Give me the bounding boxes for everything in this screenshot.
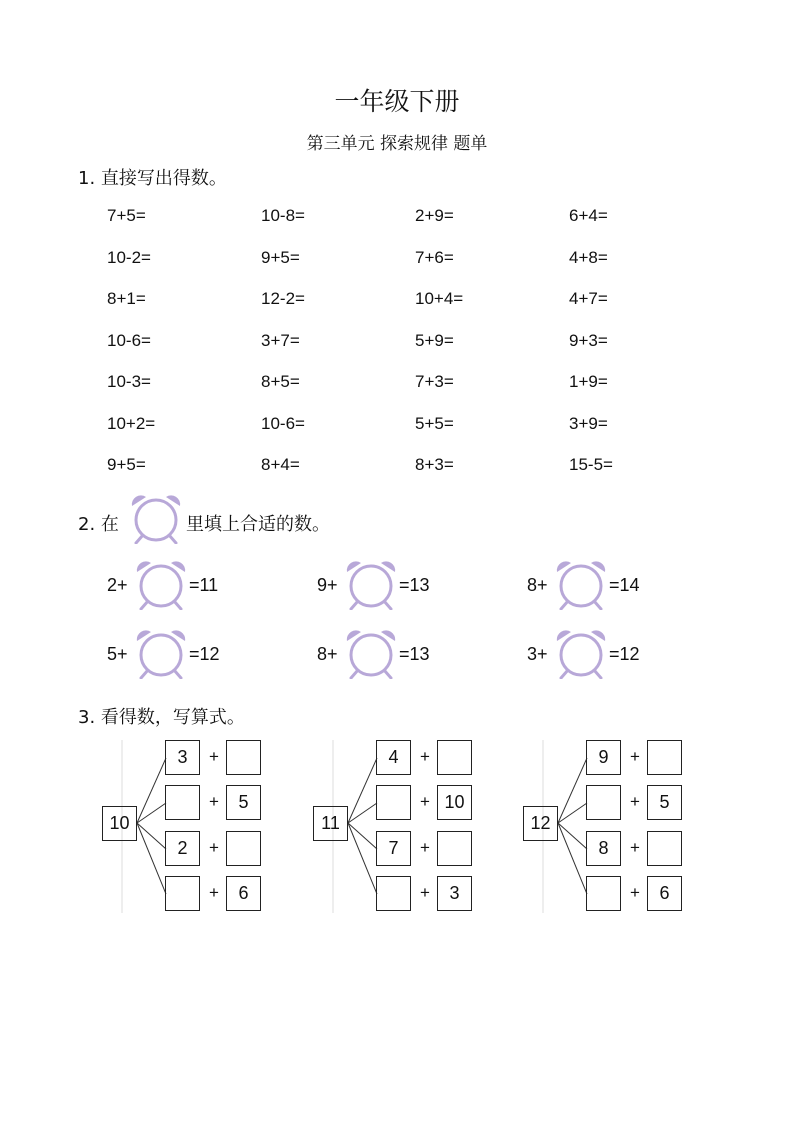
plus-sign: + xyxy=(209,838,219,857)
equation-left-term: 3+ xyxy=(527,644,548,664)
plus-sign: + xyxy=(630,747,640,766)
plus-sign: + xyxy=(209,883,219,902)
calc-problem: 3+9= xyxy=(569,413,608,433)
calc-problem: 8+3= xyxy=(415,455,454,474)
calc-problem: 10-2= xyxy=(107,247,151,267)
addend-box-left: 2 xyxy=(165,831,200,866)
calc-problem: 7+3= xyxy=(415,372,454,391)
answer-clock-blank[interactable] xyxy=(551,558,611,614)
equation-right-term: =14 xyxy=(609,575,640,595)
calc-problem: 7+6= xyxy=(415,247,454,267)
total-box: 12 xyxy=(523,806,558,841)
addend-box-right[interactable] xyxy=(226,831,261,866)
clock-icon xyxy=(126,492,186,548)
addend-box-left: 4 xyxy=(376,740,411,775)
equation-left-term: 2+ xyxy=(107,575,128,595)
answer-clock-blank[interactable] xyxy=(551,627,611,683)
answer-clock-blank[interactable] xyxy=(131,558,191,614)
equation-right-term: =12 xyxy=(609,644,640,664)
plus-sign: + xyxy=(630,838,640,857)
addend-box-left[interactable] xyxy=(586,876,621,911)
answer-clock-blank[interactable] xyxy=(341,558,401,614)
calc-problem: 9+3= xyxy=(569,330,608,350)
calc-problem: 6+4= xyxy=(569,206,608,225)
clock-face xyxy=(141,566,181,606)
section3-heading: 3. 看得数，写算式。 xyxy=(78,707,245,728)
clock-face xyxy=(351,566,391,606)
equation-left-term: 8+ xyxy=(317,644,338,664)
addend-box-right: 5 xyxy=(647,785,682,820)
calc-problem: 3+7= xyxy=(261,330,300,350)
plus-sign: + xyxy=(420,883,430,902)
section2-heading-start: 2. 在 xyxy=(78,514,119,535)
addend-box-left[interactable] xyxy=(376,876,411,911)
calc-problem: 15-5= xyxy=(569,455,613,474)
calc-problem: 10-3= xyxy=(107,372,151,391)
equation-right-term: =13 xyxy=(399,644,430,664)
equation-right-term: =13 xyxy=(399,575,430,595)
equation-right-term: =11 xyxy=(189,575,219,595)
addend-box-right: 6 xyxy=(226,876,261,911)
branch-line xyxy=(558,823,587,894)
calc-problem: 5+9= xyxy=(415,330,454,350)
branch-line xyxy=(137,823,166,894)
equation-left-term: 8+ xyxy=(527,575,548,595)
addend-box-right[interactable] xyxy=(437,740,472,775)
calc-problem: 8+5= xyxy=(261,372,300,391)
calc-problem: 8+1= xyxy=(107,289,146,308)
calc-problem: 7+5= xyxy=(107,206,146,225)
equation-left-term: 5+ xyxy=(107,644,128,664)
calc-problem: 9+5= xyxy=(107,455,146,474)
branch-line xyxy=(348,823,377,894)
addend-box-left: 7 xyxy=(376,831,411,866)
addend-box-left[interactable] xyxy=(165,876,200,911)
branch-line xyxy=(348,823,377,849)
plus-sign: + xyxy=(420,838,430,857)
plus-sign: + xyxy=(630,883,640,902)
branch-line xyxy=(558,823,587,849)
page-subtitle: 第三单元 探索规律 题单 xyxy=(306,134,488,154)
calc-problem: 10+4= xyxy=(415,289,464,308)
calc-problem: 2+9= xyxy=(415,206,454,225)
addend-box-left[interactable] xyxy=(586,785,621,820)
calc-problem: 10-6= xyxy=(261,413,305,433)
section2-heading-end: 里填上合适的数。 xyxy=(186,514,330,535)
plus-sign: + xyxy=(420,792,430,811)
addend-box-right[interactable] xyxy=(647,740,682,775)
equation-left-term: 9+ xyxy=(317,575,338,595)
addend-box-right[interactable] xyxy=(437,831,472,866)
total-box: 10 xyxy=(102,806,137,841)
calc-problem: 1+9= xyxy=(569,372,608,391)
addend-box-right[interactable] xyxy=(226,740,261,775)
addend-box-right: 3 xyxy=(437,876,472,911)
plus-sign: + xyxy=(420,747,430,766)
clock-face xyxy=(136,500,176,540)
addend-box-right[interactable] xyxy=(647,831,682,866)
page-title: 一年级下册 xyxy=(334,87,460,116)
calc-problem: 4+7= xyxy=(569,289,608,308)
total-box: 11 xyxy=(313,806,348,841)
clock-face xyxy=(561,566,601,606)
section1-heading: 1. 直接写出得数。 xyxy=(78,168,227,189)
addend-box-left: 8 xyxy=(586,831,621,866)
calc-problem: 10+2= xyxy=(107,413,156,433)
clock-face xyxy=(141,635,181,675)
answer-clock-blank[interactable] xyxy=(131,627,191,683)
clock-face xyxy=(351,635,391,675)
plus-sign: + xyxy=(209,792,219,811)
calc-problem: 5+5= xyxy=(415,413,454,433)
plus-sign: + xyxy=(209,747,219,766)
calc-problem: 10-8= xyxy=(261,206,305,225)
calc-problem: 9+5= xyxy=(261,247,300,267)
calc-problem: 4+8= xyxy=(569,247,608,267)
branch-line xyxy=(137,823,166,849)
answer-clock-blank[interactable] xyxy=(341,627,401,683)
calc-problem: 10-6= xyxy=(107,330,151,350)
plus-sign: + xyxy=(630,792,640,811)
addend-box-left: 3 xyxy=(165,740,200,775)
clock-face xyxy=(561,635,601,675)
addend-box-left[interactable] xyxy=(165,785,200,820)
addend-box-right: 10 xyxy=(437,785,472,820)
calc-problem: 8+4= xyxy=(261,455,300,474)
addend-box-right: 5 xyxy=(226,785,261,820)
addend-box-left[interactable] xyxy=(376,785,411,820)
calc-problem: 12-2= xyxy=(261,289,305,308)
equation-right-term: =12 xyxy=(189,644,220,664)
addend-box-right: 6 xyxy=(647,876,682,911)
addend-box-left: 9 xyxy=(586,740,621,775)
